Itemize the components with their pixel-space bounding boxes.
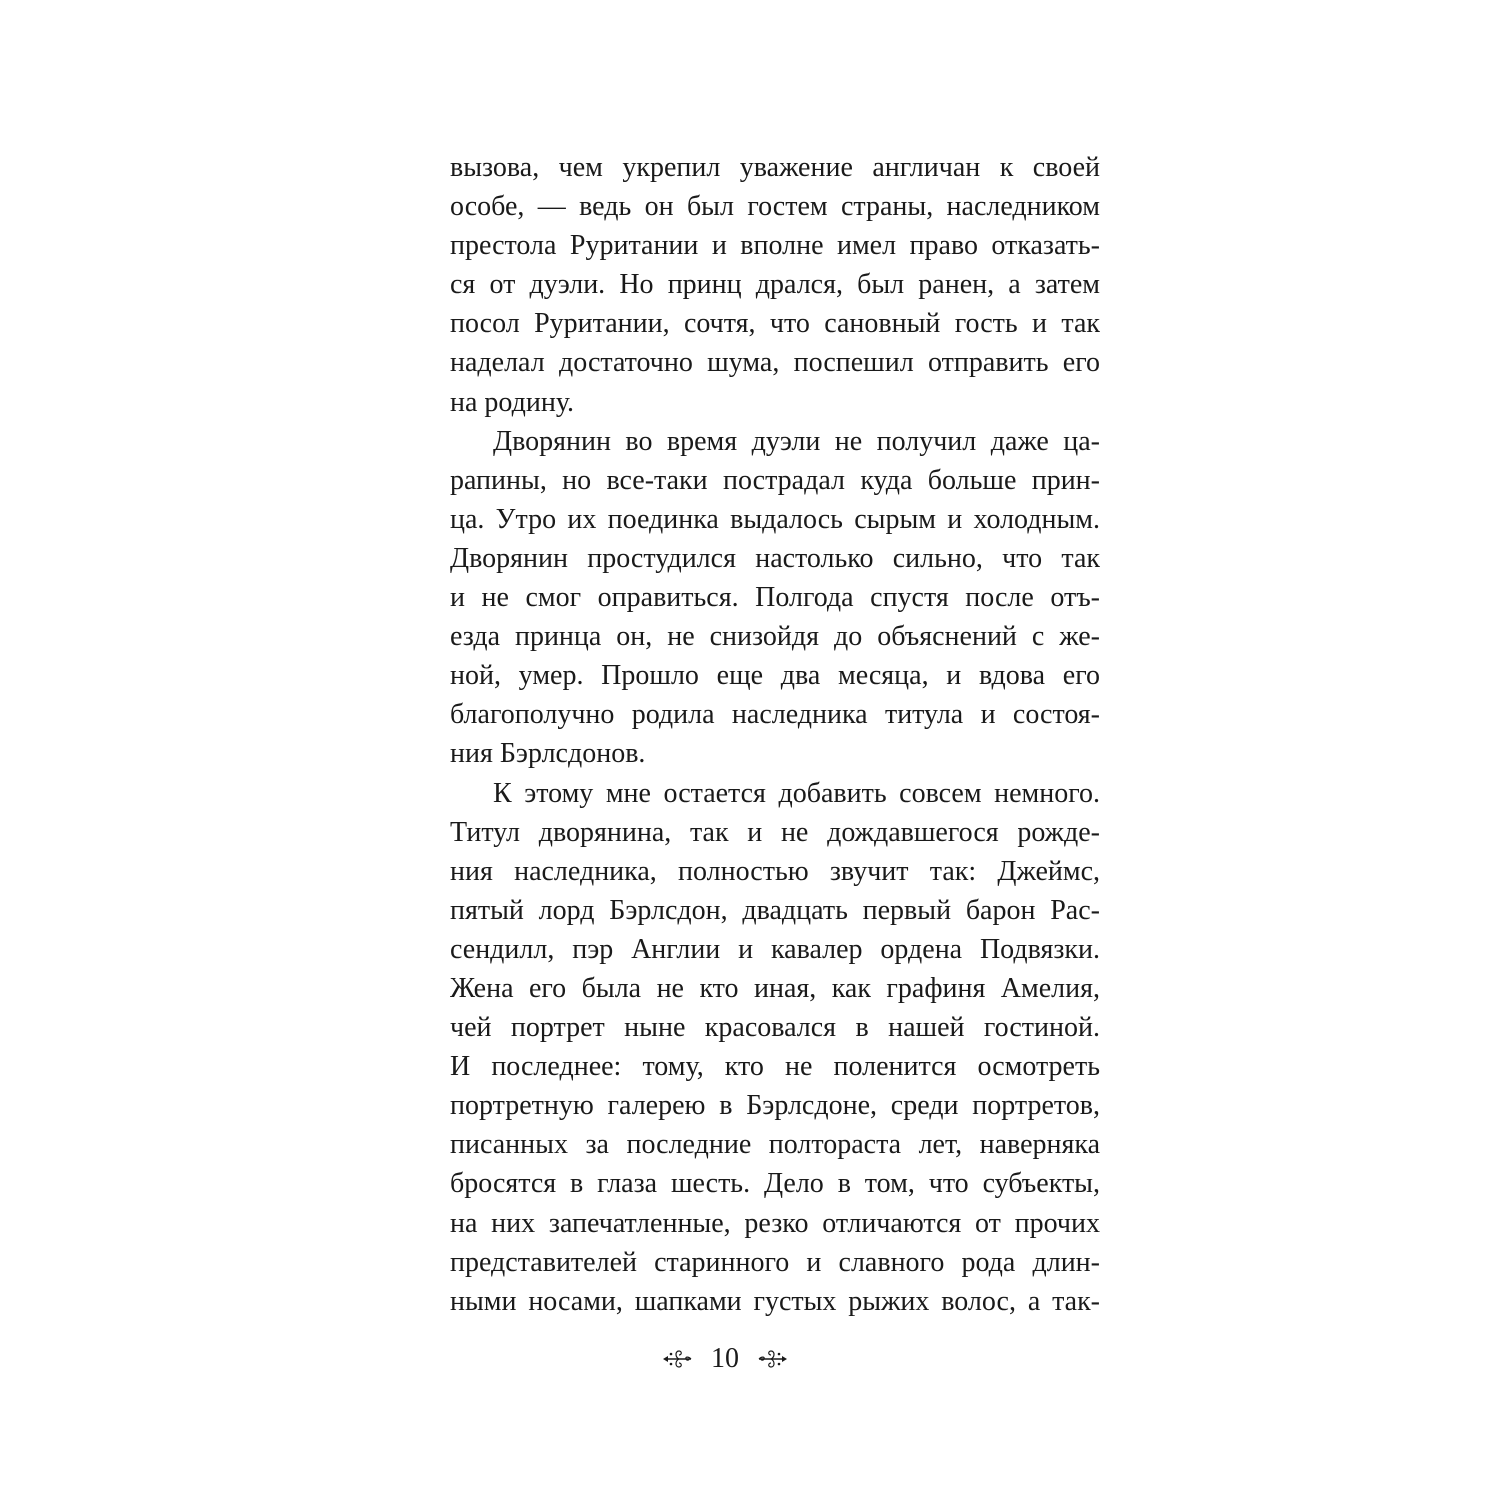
paragraph-3 — [450, 774, 1100, 1321]
page-footer — [0, 1343, 1500, 1375]
paragraph-2 — [450, 422, 1100, 774]
text-line: ния наследника, полностью звучит так: Джеймс, — [450, 855, 1100, 887]
text-line: ными носами, шапками густых рыжих волос, а так- — [450, 1285, 1100, 1317]
text-line: и не смог оправиться. Полгода спустя после отъ- — [450, 582, 1100, 614]
text-line: бросятся в глаза шесть. Дело в том, что субъекты, — [450, 1168, 1100, 1200]
text-line: ной, умер. Прошло еще два месяца, и вдова его — [450, 660, 1100, 692]
paragraph-1 — [450, 148, 1100, 422]
page-number: 10 — [711, 1343, 739, 1374]
text-line: езда принца он, не снизойдя до объяснений с же- — [450, 621, 1100, 653]
text-line: на родину. — [450, 386, 575, 418]
text-line: Жена его была не кто иная, как графиня Амелия, — [450, 972, 1100, 1004]
text-line: писанных за последние полтораста лет, наверняка — [450, 1129, 1100, 1161]
text-line: ся от дуэли. Но принц дрался, был ранен, а затем — [450, 269, 1100, 301]
page-body — [450, 148, 1100, 1321]
text-line: наделал достаточно шума, поспешил отправить его — [450, 347, 1100, 379]
text-line: Дворянин во время дуэли не получил даже ца- — [493, 425, 1100, 457]
text-line: представителей старинного и славного рода длин- — [450, 1246, 1100, 1278]
text-line: ния Бэрлсдонов. — [450, 738, 646, 770]
text-line: посол Руритании, сочтя, что сановный гость и так — [450, 308, 1100, 340]
text-line: особе, — ведь он был гостем страны, наследником — [450, 191, 1100, 223]
text-line: К этому мне остается добавить совсем немного. — [493, 777, 1100, 809]
text-line: портретную галерею в Бэрлсдоне, среди портретов, — [450, 1090, 1100, 1122]
text-line: Титул дворянина, так и не дождавшегося рожде- — [450, 816, 1100, 848]
text-line: чей портрет ныне красовался в нашей гостиной. — [450, 1012, 1100, 1044]
text-line: И последнее: тому, кто не поленится осмотреть — [450, 1051, 1100, 1083]
text-line: престола Руритании и вполне имел право отказать- — [450, 230, 1100, 262]
text-line: рапины, но все-таки пострадал куда больше прин- — [450, 464, 1100, 496]
fleuron-left-icon — [661, 1347, 695, 1371]
text-line: Дворянин простудился настолько сильно, что так — [450, 542, 1100, 574]
text-line: благополучно родила наследника титула и состоя- — [450, 699, 1100, 731]
text-line: пятый лорд Бэрлсдон, двадцать первый барон Рас- — [450, 894, 1100, 926]
text-line: вызова, чем укрепил уважение англичан к своей — [450, 152, 1100, 183]
text-line: на них запечатленные, резко отличаются от прочих — [450, 1207, 1100, 1239]
text-line: ца. Утро их поединка выдалось сырым и холодным. — [450, 503, 1100, 535]
text-line: сендилл, пэр Англии и кавалер ордена Подвязки. — [450, 933, 1100, 965]
fleuron-right-icon — [755, 1347, 789, 1371]
